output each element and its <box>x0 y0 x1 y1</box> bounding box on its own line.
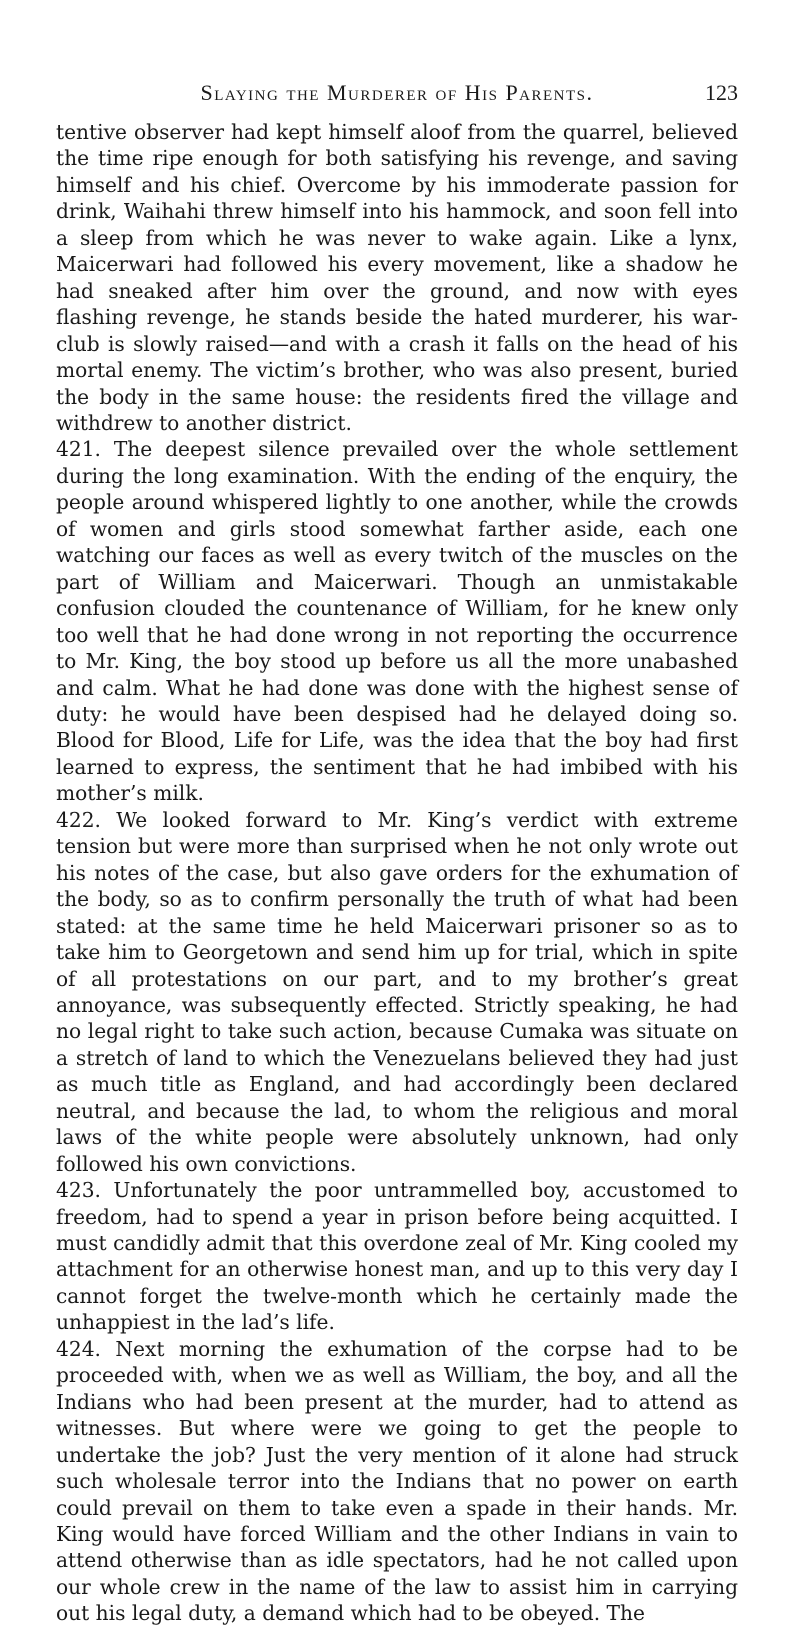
running-title: Slaying the Murderer of His Parents. <box>200 80 594 105</box>
paragraph-continuation: tentive observer had kept himself aloof from the quarrel, believed the time ripe enough for both satisfying his revenge, and saving himself and his chief. Overcome by his immoderate passion for drink, Waihahi threw himself into his hammock, and soon fell into a sleep from which he was never to wake again. Like a lynx, Maicerwari had followed his every movement, like a shadow he had sneaked after him over the ground, and now with eyes flashing revenge, he stands beside the hated murderer, his war-club is slowly raised—and with a crash it falls on the head of his mortal enemy. The victim’s brother, who was also present, buried the body in the same house: the residents fired the village and withdrew to another district. <box>56 120 738 435</box>
paragraph-424: 424. Next morning the exhumation of the corpse had to be proceeded with, when we as well as William, the boy, and all the Indians who had been present at the murder, had to attend as witnesses. But where were we going to get the people to undertake the job? Just the very mention of it alone had struck such wholesale terror into the Indians that no power on earth could prevail on them to take even a spade in their hands. Mr. King would have forced William and the other Indians in vain to attend otherwise than as idle spectators, had he not called upon our whole crew in the name of the law to assist him in carrying out his legal duty, a demand which had to be obeyed. The <box>56 1336 738 1626</box>
paragraph-423: 423. Unfortunately the poor untrammelled boy, accustomed to freedom, had to spend a year in prison before being acquitted. I must candidly admit that this overdone zeal of Mr. King cooled my attachment for an otherwise honest man, and up to this very day I cannot forget the twelve-month which he certainly made the unhappiest in the lad’s life. <box>56 1178 738 1335</box>
paragraph-422: 422. We looked forward to Mr. King’s verdict with extreme tension but were more than surprised when he not only wrote out his notes of the case, but also gave orders for the exhumation of the body, so as to confirm personally the truth of what had been stated: at the same time he held Maicerwari prisoner so as to take him to Georgetown and send him up for trial, which in spite of all protestations on our part, and to my brother’s great annoyance, was subsequently effected. Strictly speaking, he had no legal right to take such action, because Cumaka was situate on a stretch of land to which the Venezuelans believed they had just as much title as England, and had accordingly been declared neutral, and because the lad, to whom the religious and moral laws of the white people were absolutely unknown, had only followed his own convictions. <box>56 807 738 1176</box>
page-number: 123 <box>705 80 738 105</box>
page-header <box>56 74 738 114</box>
paragraph-421: 421. The deepest silence prevailed over the whole settlement during the long examination. With the ending of the enquiry, the people around whispered lightly to one another, while the crowds of women and girls stood somewhat farther aside, each one watching our faces as well as every twitch of the muscles on the part of William and Maicerwari. Though an unmistakable confusion clouded the countenance of William, for he knew only too well that he had done wrong in not reporting the occurrence to Mr. King, the boy stood up before us all the more unabashed and calm. What he had done was done with the highest sense of duty: he would have been despised had he delayed doing so. Blood for Blood, Life for Life, was the idea that the boy had first learned to express, the sentiment that he had imbibed with his mother’s milk. <box>56 437 738 806</box>
body-text <box>56 119 738 1627</box>
